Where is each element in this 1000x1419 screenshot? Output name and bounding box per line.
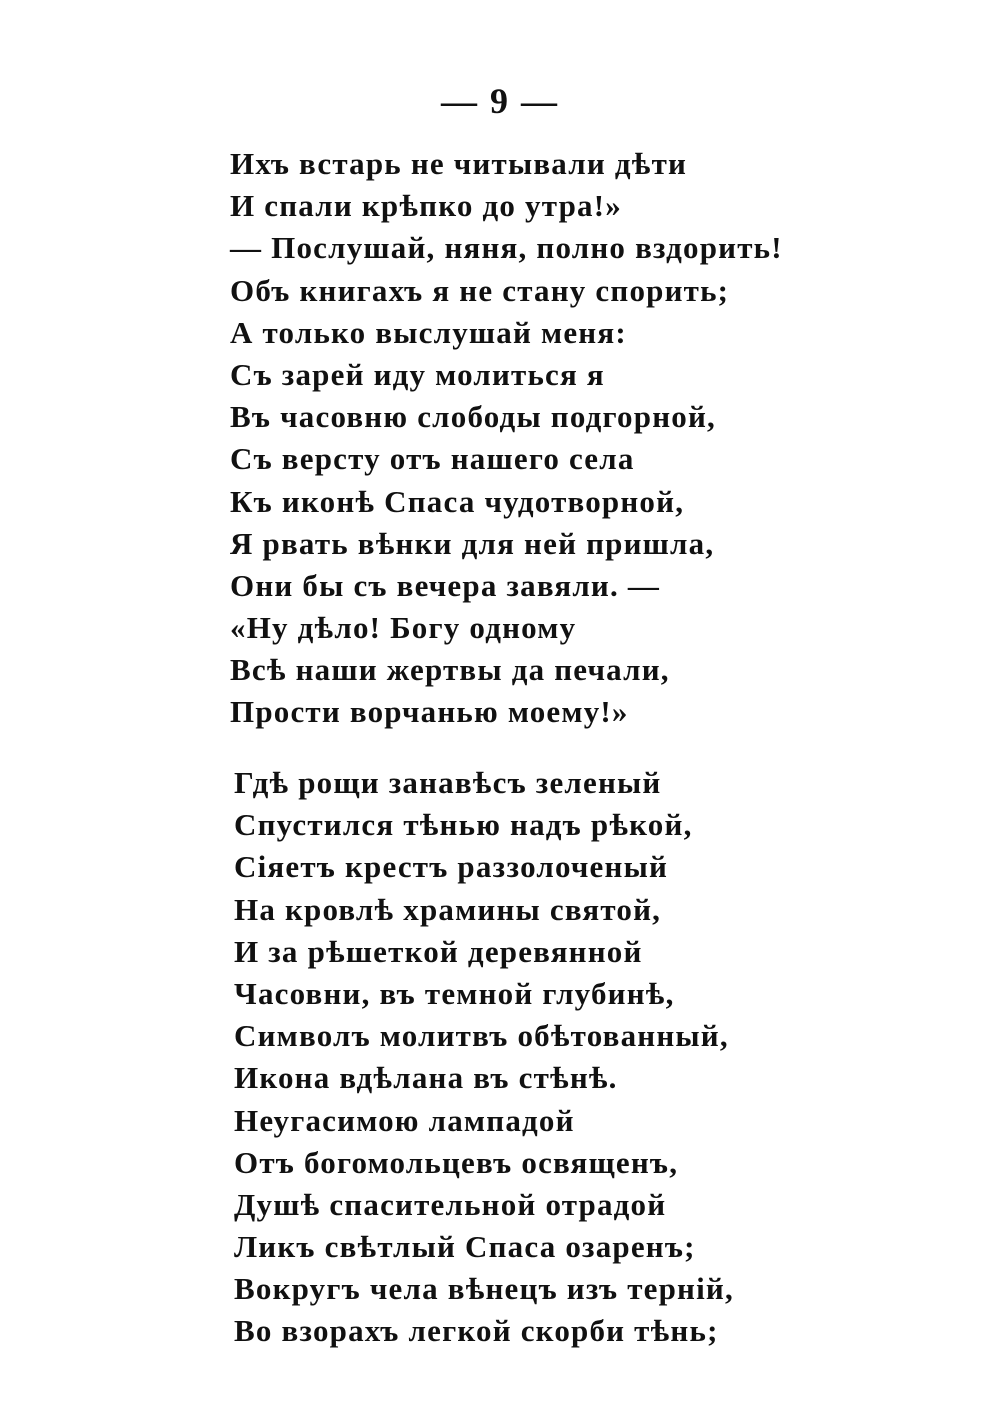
poem-line: Во взорахъ легкой скорби тѣнь; bbox=[234, 1313, 719, 1349]
poem-line: Часовни, въ темной глубинѣ, bbox=[234, 975, 675, 1011]
stanza-1 bbox=[230, 143, 783, 734]
poem-line: Къ иконѣ Спаса чудотворной, bbox=[230, 483, 685, 519]
poem-line: Ликъ свѣтлый Спаса озаренъ; bbox=[234, 1229, 696, 1265]
poem-line: Гдѣ рощи занавѣсъ зеленый bbox=[234, 765, 662, 800]
poem-line: — Послушай, няня, полно вздорить! bbox=[230, 230, 783, 266]
poem-line: Прости ворчанью моему!» bbox=[230, 694, 629, 730]
poem-line: А только выслушай меня: bbox=[230, 314, 627, 350]
poem-line: Спустился тѣнью надъ рѣкой, bbox=[234, 807, 693, 843]
poem-line: Въ часовню слободы подгорной, bbox=[230, 399, 716, 435]
poem-line: Неугасимою лампадой bbox=[234, 1102, 575, 1138]
poem-line: «Ну дѣло! Богу одному bbox=[230, 610, 577, 646]
poem-line: На кровлѣ храмины святой, bbox=[234, 891, 662, 927]
stanza-2 bbox=[234, 762, 734, 1353]
poem-line: И за рѣшеткой деревянной bbox=[234, 933, 643, 969]
poem-line: Ихъ встарь не читывали дѣти bbox=[230, 146, 688, 181]
poem-line: Съ зарей иду молиться я bbox=[230, 356, 605, 392]
poem-line: Сіяетъ крестъ раззолоченый bbox=[234, 849, 669, 885]
poem-line: Отъ богомольцевъ освященъ, bbox=[234, 1144, 679, 1180]
poem-line: Съ версту отъ нашего села bbox=[230, 441, 635, 477]
poem-line: Я рвать вѣнки для ней пришла, bbox=[230, 525, 715, 561]
poem-line: Икона вдѣлана въ стѣнѣ. bbox=[234, 1060, 618, 1096]
poem-line: Душѣ спасительной отрадой bbox=[234, 1186, 667, 1222]
poem-line: Символъ молитвъ обѣтованный, bbox=[234, 1018, 729, 1054]
poem-line: Всѣ наши жертвы да печали, bbox=[230, 652, 670, 688]
poem-line: И спали крѣпко до утра!» bbox=[230, 188, 622, 224]
poem-line: Вокругъ чела вѣнецъ изъ терній, bbox=[234, 1271, 734, 1307]
poem-line: Объ книгахъ я не стану спорить; bbox=[230, 272, 730, 308]
poem-line: Они бы съ вечера завяли. — bbox=[230, 567, 661, 603]
page-number: — 9 — bbox=[441, 81, 559, 121]
